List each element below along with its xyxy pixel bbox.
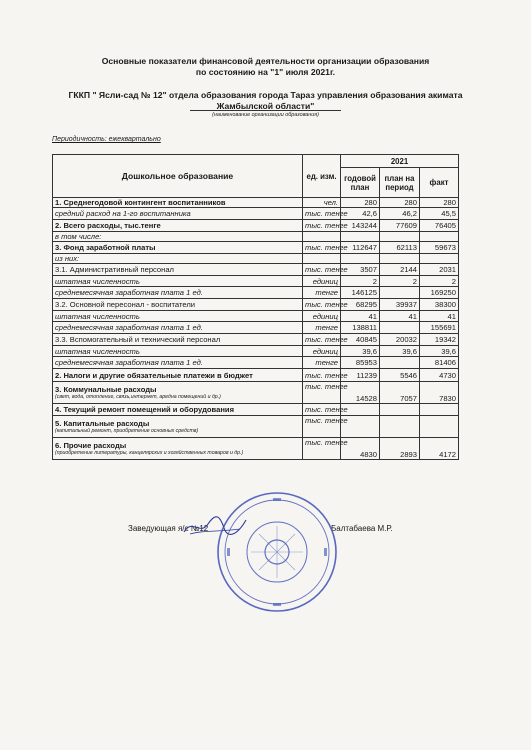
row-unit: тыс. тенге [303, 208, 341, 220]
table-row [53, 242, 459, 254]
cell-fact: 45,5 [420, 208, 459, 220]
cell-plan-period: 39937 [380, 299, 420, 311]
cell-fact: 59673 [420, 242, 459, 254]
cell-plan-year: 41 [341, 311, 380, 322]
table-row [53, 346, 459, 357]
cell-fact: 38300 [420, 299, 459, 311]
row-label [53, 254, 303, 264]
cell-plan-period [380, 254, 420, 264]
cell-plan-period: 5546 [380, 369, 420, 382]
row-label [53, 198, 303, 208]
table-row [53, 264, 459, 276]
row-unit: тыс. тенге [303, 416, 341, 438]
cell-plan-period: 41 [380, 311, 420, 322]
row-label-text: 1. Среднегодовой контингент воспитанников [55, 198, 226, 207]
row-unit: тыс. тенге [303, 382, 341, 404]
row-label [53, 416, 303, 438]
cell-fact: 81406 [420, 357, 459, 369]
row-label-text: 3.3. Вспомогательный и технический персонал [55, 335, 221, 344]
cell-plan-year: 2 [341, 276, 380, 287]
org-line-1: ГККП " Ясли-сад № 12" отдела образования города Тараз управления образования акимата [68, 90, 463, 100]
cell-plan-year [341, 254, 380, 264]
table-row [53, 232, 459, 242]
cell-plan-year: 4830 [341, 438, 380, 460]
cell-plan-year: 39,6 [341, 346, 380, 357]
row-label-text: средний расход на 1-го воспитанника [55, 209, 191, 218]
cell-fact: 4730 [420, 369, 459, 382]
row-label-text: штатная численность [55, 311, 140, 321]
row-label [53, 334, 303, 346]
row-label [53, 311, 303, 322]
row-unit: единиц [303, 346, 341, 357]
row-unit: тенге [303, 357, 341, 369]
row-unit: тыс. тенге [303, 369, 341, 382]
org-underline [190, 110, 341, 111]
row-label-text: среднемесячная заработная плата 1 ед. [55, 323, 203, 332]
official-stamp [215, 490, 339, 614]
cell-fact [420, 404, 459, 416]
row-sub-label: (капитальный ремонт, приобретение основных средств) [55, 427, 199, 434]
row-label-text: из них: [55, 254, 80, 263]
cell-fact: 19342 [420, 334, 459, 346]
row-unit: единиц [303, 276, 341, 287]
cell-plan-year: 11239 [341, 369, 380, 382]
table-row [53, 276, 459, 287]
cell-plan-year: 68295 [341, 299, 380, 311]
row-label [53, 276, 303, 287]
row-label-text: штатная численность [55, 276, 140, 286]
cell-plan-period: 77609 [380, 220, 420, 232]
cell-plan-period [380, 404, 420, 416]
cell-plan-year: 112647 [341, 242, 380, 254]
table-row [53, 369, 459, 382]
row-label [53, 382, 303, 404]
cell-plan-year: 143244 [341, 220, 380, 232]
cell-fact: 76405 [420, 220, 459, 232]
organization-name [60, 90, 471, 112]
row-label-text: 3. Фонд заработной платы [55, 243, 156, 252]
financial-table [52, 154, 459, 460]
header-plan-year: годовой план [341, 168, 380, 198]
table-row [53, 382, 459, 404]
cell-fact: 2031 [420, 264, 459, 276]
row-label-text: 3.2. Основной пересонал - воспитатели [55, 300, 195, 309]
cell-plan-period: 2144 [380, 264, 420, 276]
row-label [53, 346, 303, 357]
row-label [53, 438, 303, 460]
cell-fact: 155691 [420, 322, 459, 334]
row-label-text: в том числе: [55, 232, 102, 241]
table-body [53, 198, 459, 460]
row-unit: тыс. тенге [303, 438, 341, 460]
row-label-text: 4. Текущий ремонт помещений и оборудования [55, 405, 235, 414]
cell-plan-period: 20032 [380, 334, 420, 346]
cell-plan-period: 2 [380, 276, 420, 287]
table-row [53, 311, 459, 322]
cell-plan-year: 42,6 [341, 208, 380, 220]
cell-plan-period [380, 416, 420, 438]
cell-plan-year [341, 232, 380, 242]
org-caption: (наименование организации образования) [212, 112, 319, 118]
cell-plan-year: 138811 [341, 322, 380, 334]
cell-fact: 39,6 [420, 346, 459, 357]
table-row [53, 220, 459, 232]
header-fact: факт [420, 168, 459, 198]
org-line-2: Жамбылской области" [216, 101, 315, 111]
row-unit: чел. [303, 198, 341, 208]
table-row [53, 334, 459, 346]
row-unit: тыс. тенге [303, 404, 341, 416]
cell-plan-period [380, 322, 420, 334]
header-section: Дошкольное образование [53, 155, 303, 198]
row-label [53, 299, 303, 311]
cell-plan-period: 39,6 [380, 346, 420, 357]
cell-plan-period [380, 287, 420, 299]
signature-name: Балтабаева М.Р. [331, 524, 393, 533]
cell-plan-year: 14528 [341, 382, 380, 404]
table-row [53, 299, 459, 311]
table-row [53, 198, 459, 208]
cell-fact: 41 [420, 311, 459, 322]
table-row [53, 208, 459, 220]
row-sub-label: (приобретение литературы, канцелярских и хозяйственных товаров и др.) [55, 449, 244, 456]
row-label [53, 287, 303, 299]
row-label [53, 232, 303, 242]
cell-plan-period: 280 [380, 198, 420, 208]
row-label-text: 6. Прочие расходы [55, 440, 127, 450]
table-row [53, 416, 459, 438]
row-label-text: 2. Всего расходы, тыс.тенге [55, 221, 161, 230]
row-label-text: штатная численность [55, 346, 140, 356]
cell-fact [420, 416, 459, 438]
row-label-text: 3.1. Административный персонал [55, 265, 174, 274]
document-title [60, 56, 471, 78]
header-plan-period: план на период [380, 168, 420, 198]
header-unit: ед. изм. [303, 155, 341, 198]
row-unit [303, 254, 341, 264]
periodicity-note: Периодичность: ежеквартально [52, 136, 161, 143]
cell-plan-period: 2893 [380, 438, 420, 460]
row-label-text: 2. Налоги и другие обязательные платежи в бюджет [55, 370, 253, 380]
cell-fact [420, 254, 459, 264]
cell-plan-period [380, 357, 420, 369]
row-label [53, 220, 303, 232]
cell-plan-period: 46,2 [380, 208, 420, 220]
cell-fact: 4172 [420, 438, 459, 460]
cell-plan-year: 280 [341, 198, 380, 208]
table-row [53, 287, 459, 299]
row-unit: тыс. тенге [303, 220, 341, 232]
table-row [53, 357, 459, 369]
row-unit: тыс. тенге [303, 299, 341, 311]
row-label [53, 264, 303, 276]
row-label [53, 208, 303, 220]
row-label-text: 3. Коммунальные расходы [55, 384, 157, 394]
cell-plan-year: 85953 [341, 357, 380, 369]
row-label [53, 357, 303, 369]
signature-title: Заведующая я/с №12 [128, 524, 209, 533]
header-year: 2021 [341, 155, 459, 168]
table-row [53, 322, 459, 334]
table-row [53, 438, 459, 460]
row-unit: тыс. тенге [303, 334, 341, 346]
cell-fact: 7830 [420, 382, 459, 404]
row-label-text: 5. Капитальные расходы [55, 418, 150, 428]
title-line-1: Основные показатели финансовой деятельности организации образования [101, 56, 430, 66]
row-label [53, 404, 303, 416]
row-unit: тенге [303, 322, 341, 334]
cell-plan-year: 3507 [341, 264, 380, 276]
row-label [53, 369, 303, 382]
cell-plan-period: 7057 [380, 382, 420, 404]
row-sub-label: (свет, вода, отопление, связь,интернет, аредна помещений и др.) [55, 393, 221, 400]
cell-fact [420, 232, 459, 242]
cell-plan-year: 40845 [341, 334, 380, 346]
cell-plan-period: 62113 [380, 242, 420, 254]
row-label [53, 242, 303, 254]
row-unit: тыс. тенге [303, 242, 341, 254]
row-unit: тенге [303, 287, 341, 299]
row-unit: единиц [303, 311, 341, 322]
row-label [53, 322, 303, 334]
cell-fact: 280 [420, 198, 459, 208]
cell-fact: 169250 [420, 287, 459, 299]
row-label-text: среднемесячная заработная плата 1 ед. [55, 358, 203, 367]
table-row [53, 404, 459, 416]
title-line-2: по состоянию на "1" июля 2021г. [195, 67, 336, 77]
row-unit: тыс. тенге [303, 264, 341, 276]
row-label-text: среднемесячная заработная плата 1 ед. [55, 288, 203, 297]
table-row [53, 254, 459, 264]
cell-fact: 2 [420, 276, 459, 287]
row-unit [303, 232, 341, 242]
cell-plan-period [380, 232, 420, 242]
cell-plan-year: 146125 [341, 287, 380, 299]
